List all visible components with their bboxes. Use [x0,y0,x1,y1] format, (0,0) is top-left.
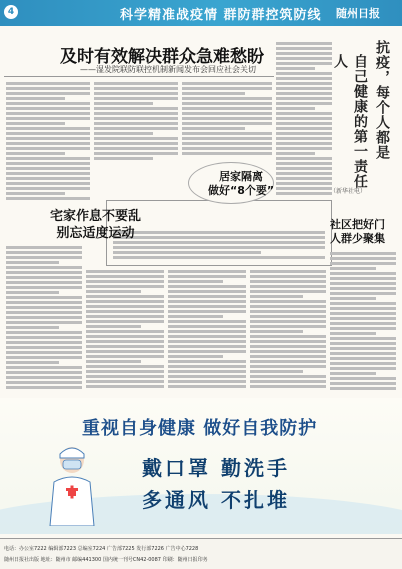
center-box-body [113,231,325,263]
footer-row1: 电话：办公室7222 编辑部7223 总编室7224 广告部7225 发行部7226 广告中心7228 [4,546,199,552]
right-article-body [330,252,396,394]
side-article-title [332,40,394,196]
right-headline-line1: 社区把好门 [330,218,385,231]
left-headline [50,208,141,242]
page-slogan: 科学精准战疫情 群防群控筑防线 [120,8,322,23]
left-headline-line1: 宅家作息不要乱 [50,209,142,224]
newspaper-name: 随州日报 [336,7,380,20]
main-subhead: ——湿发院联防联控机制新闻发布会回应社会关切 [80,65,256,74]
side-title-col1: 抗疫，每个人都是 [374,40,390,160]
footer-row2: 随州日报社出版 地址：随州市 邮编441300 国内统一刊号CN42-0087 印刷：随州日报印务 [4,557,208,563]
main-article-body-col3 [182,82,272,160]
center-headline-line1: 居家隔离 [219,170,264,183]
side-byline: （新华社电） [330,188,367,195]
left-headline-line2: 别忘适度运动 [56,226,135,241]
nurse-illustration-icon [40,442,104,526]
health-promo-banner [0,398,402,534]
masthead-band [0,0,402,26]
right-headline [330,218,385,246]
banner-slogan-line2: 多通风 不扎堆 [142,488,290,512]
right-headline-line2: 人群少聚集 [330,232,385,245]
column-right-body [276,42,332,198]
center-article-body-col2 [250,270,326,394]
main-article-body-col2 [94,82,178,162]
center-article-body-col1 [168,270,246,394]
side-title-col2: 自己健康的第一责任人 [332,54,368,189]
main-headline: 及时有效解决群众急难愁盼 [60,47,264,67]
left-article-body-col2 [86,270,164,394]
left-article-body-col1 [6,246,82,394]
main-article-body-col1 [6,82,90,202]
center-headline [208,170,274,198]
banner-slogan-line1: 戴口罩 勤洗手 [142,456,290,480]
page-number: 4 [4,5,18,19]
divider-rule [4,76,274,77]
page-footer [0,538,402,569]
banner-title: 重视自身健康 做好自我防护 [82,418,318,439]
center-headline-line2: 做好“8个要” [208,184,275,197]
